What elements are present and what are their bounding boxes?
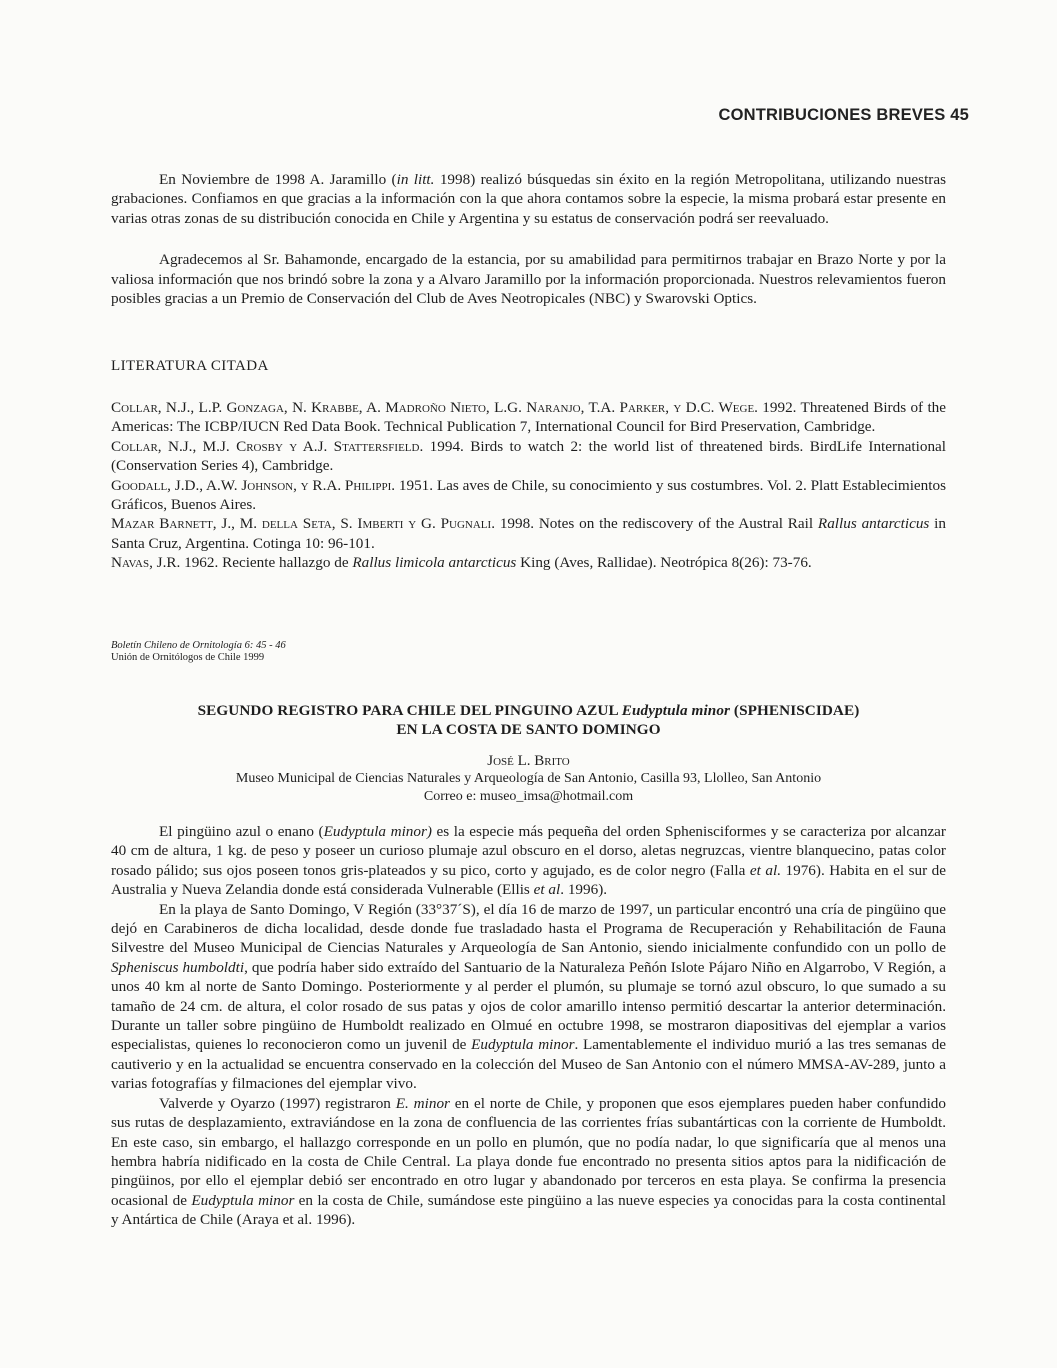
text-run: SEGUNDO REGISTRO PARA CHILE DEL PINGUINO AZUL [197, 702, 622, 719]
italic-run: et al [533, 881, 561, 899]
italic-run: E. minor [395, 1094, 450, 1112]
reference-item [111, 437, 946, 476]
text-run: 1998. Notes on the rediscovery of the Austral Rail [495, 515, 818, 533]
text-run: En la playa de Santo Domingo, V Región (33°37´S), el día 16 de marzo de 1997, un particular encontró una cría de pingüino que dejó en Carabineros de dicha localidad, desde donde fue trasladado hasta el Programa de Recuperación y Rehabilitación de Fauna Silvestre del Museo Municipal de Ciencias Naturales y Arqueología de San Antonio, siendo inicialmente confundido con un pollo de [111, 900, 946, 957]
reference-item [111, 398, 946, 437]
italic-run: Eudyptula minor [191, 1191, 295, 1209]
italic-run: Eudyptula minor [621, 702, 731, 719]
journal-imprint [111, 640, 946, 664]
article-header [111, 702, 946, 805]
reference-item [111, 476, 946, 515]
text-run: en el norte de Chile, y proponen que esos ejemplares pueden haber confundido sus rutas de desplazamiento, extraviándose en la zona de confluencia de las corrientes frías subantárticas con la corriente de Humboldt. En este caso, sin embargo, el hallazgo corresponde en un pollo en plumón, que no podía nadar, lo que significaría que al menos una hembra habría nidificado en la costa de Chile Central. La playa donde fue encontrado no presenta sitios aptos para la nidificación de pingüinos, por ello el ejemplar debió ser encontrado en otro lugar y abandonado por terceros en esta playa. Se confirma la presencia ocasional de [111, 1094, 946, 1209]
article-author: José L. Brito [487, 753, 570, 769]
text-run: 1992. Threatened Birds of the Americas: The ICBP/IUCN Red Data Book. Technical Publication 7, International Council for Bird Preservation, Cambridge. [111, 399, 946, 436]
italic-run: Rallus antarcticus [817, 515, 930, 533]
italic-run: Rallus limicola antarcticus [352, 554, 517, 572]
text-run: King (Aves, Rallidae). Neotrópica 8(26): 73-76. [516, 554, 812, 572]
literature-heading-block [111, 358, 946, 375]
text-run: Agradecemos al Sr. Bahamonde, encargado de la estancia, por su amabilidad para permitirnos trabajar en Brazo Norte y por la valiosa información que nos brindó sobre la zona y a Alvaro Jaramillo por la información proporcionada. Nuestros relevamientos fueron posibles gracias a un Premio de Conservación del Club de Aves Neotropicales (NBC) y Swarovski Optics. [111, 251, 946, 308]
italic-run: Eudyptula minor) [323, 823, 432, 840]
imprint-publisher: Unión de Ornitólogos de Chile 1999 [111, 652, 265, 663]
italic-run: et al. [749, 861, 781, 879]
text-run: El pingüino azul o enano ( [159, 823, 324, 840]
author-names-run: Goodall, J.D., A.W. Johnson, y R.A. Philippi. [111, 476, 396, 494]
intro-paragraph-2 [111, 250, 946, 308]
article-paragraph-1 [111, 822, 946, 900]
text-run: 1994. Birds to watch 2: the world list of threatened birds. BirdLife International (Conservation Series 4), Cambridge. [111, 437, 946, 475]
article-title-line-1 [111, 702, 946, 721]
text-run: En Noviembre de 1998 A. Jaramillo ( [159, 171, 397, 188]
text-run: . 1996). [560, 881, 608, 899]
article-paragraph-2 [111, 900, 946, 1094]
running-head: CONTRIBUCIONES BREVES 45 [718, 106, 969, 124]
article-affiliation: Museo Municipal de Ciencias Naturales y Arqueología de San Antonio, Casilla 93, Llolleo, San Antonio [235, 771, 822, 786]
author-names-run: Navas, J.R. [111, 554, 181, 572]
imprint-journal: Boletín Chileno de Ornitología 6: 45 - 46 [111, 640, 286, 651]
article-paragraph-3 [111, 1094, 946, 1230]
text-run: (SPHENISCIDAE) [730, 702, 860, 719]
reference-item [111, 514, 946, 553]
text-run: 1962. Reciente hallazgo de [180, 554, 353, 572]
text-run: en la costa de Chile, sumándose este pingüino a las nueve especies ya conocidas para la costa continental y Antártica de Chile (Araya et al. 1996). [111, 1191, 946, 1229]
italic-run: Eudyptula minor [471, 1036, 575, 1054]
text-run: 1976). Habita en el sur de Australia y Nueva Zelandia donde está considerada Vulnerable (Ellis [111, 861, 947, 899]
article-title-line-2: EN LA COSTA DE SANTO DOMINGO [396, 720, 661, 738]
article-email: Correo e: museo_imsa@hotmail.com [423, 788, 634, 804]
text-run: es la especie más pequeña del orden Sphenisciformes y se caracteriza por alcanzar 40 cm de altura, 1 kg. de peso y poseer un curioso plumaje azul obscuro en el dorso, aletas negruzcas, vientre blanquecino, patas color rosado pálido; sus ojos poseen tonos gris-plateados y su pico, corto y agujado, es de color negro (Falla [111, 823, 946, 879]
text-run: Valverde y Oyarzo (1997) registraron [159, 1094, 396, 1112]
literature-heading: LITERATURA CITADA [111, 358, 269, 374]
author-names-run: Mazar Barnett, J., M. della Seta, S. Imberti y G. Pugnali. [111, 515, 495, 533]
text-run: . Lamentablemente el individuo murió a las tres semanas de cautiverio y en la actualidad se encuentra conservado en la colección del Museo de San Antonio con el número MMSA-AV-289, junto a varias fotografías y filmaciones del ejemplar vivo. [111, 1036, 947, 1093]
intro-section [111, 170, 946, 308]
author-names-run: Collar, N.J., M.J. Crosby y A.J. Stattersfield. [111, 437, 424, 455]
article-body [111, 822, 946, 1230]
text-run: 1998) realizó búsquedas sin éxito en la región Metropolitana, utilizando nuestras grabaciones. Confiamos en que gracias a la información con la que ahora contamos sobre la especie, la misma probará estar presente en varias otras zonas de su distribución conocida en Chile y Argentina y su estatus de conservación podrá ser reevaluado. [111, 171, 946, 227]
text-run: , que podría haber sido extraído del Santuario de la Naturaleza Peñón Islote Pájaro Niño en Algarrobo, V Región, a unos 40 km al norte de Santo Domingo. Posteriormente y al perder el plumón, su plumaje se tornó azul obscuro, lo que sumado a su tamaño de 24 cm. de altura, el color rosado de sus patas y ojos de color amarillo intenso permitió descartar la anterior determinación. Durante un taller sobre pingüino de Humboldt realizado en Olmué en octubre 1998, se mostraron diapositivas del ejemplar a varios especialistas, quienes lo reconocieron como un juvenil de [111, 958, 946, 1054]
intro-paragraph-1 [111, 170, 946, 228]
text-run: in Santa Cruz, Argentina. Cotinga 10: 96-101. [111, 515, 946, 552]
italic-run: Spheniscus humboldti [111, 958, 245, 976]
italic-run: in litt. [396, 171, 435, 188]
reference-item [111, 553, 946, 572]
references-list [111, 398, 946, 573]
author-names-run: Collar, N.J., L.P. Gonzaga, N. Krabbe, A. Madroño Nieto, L.G. Naranjo, T.A. Parker, y D.C. Wege. [111, 399, 758, 416]
text-run: 1951. Las aves de Chile, su conocimiento y sus costumbres. Vol. 2. Platt Establecimientos Gráficos, Buenos Aires. [111, 476, 946, 514]
